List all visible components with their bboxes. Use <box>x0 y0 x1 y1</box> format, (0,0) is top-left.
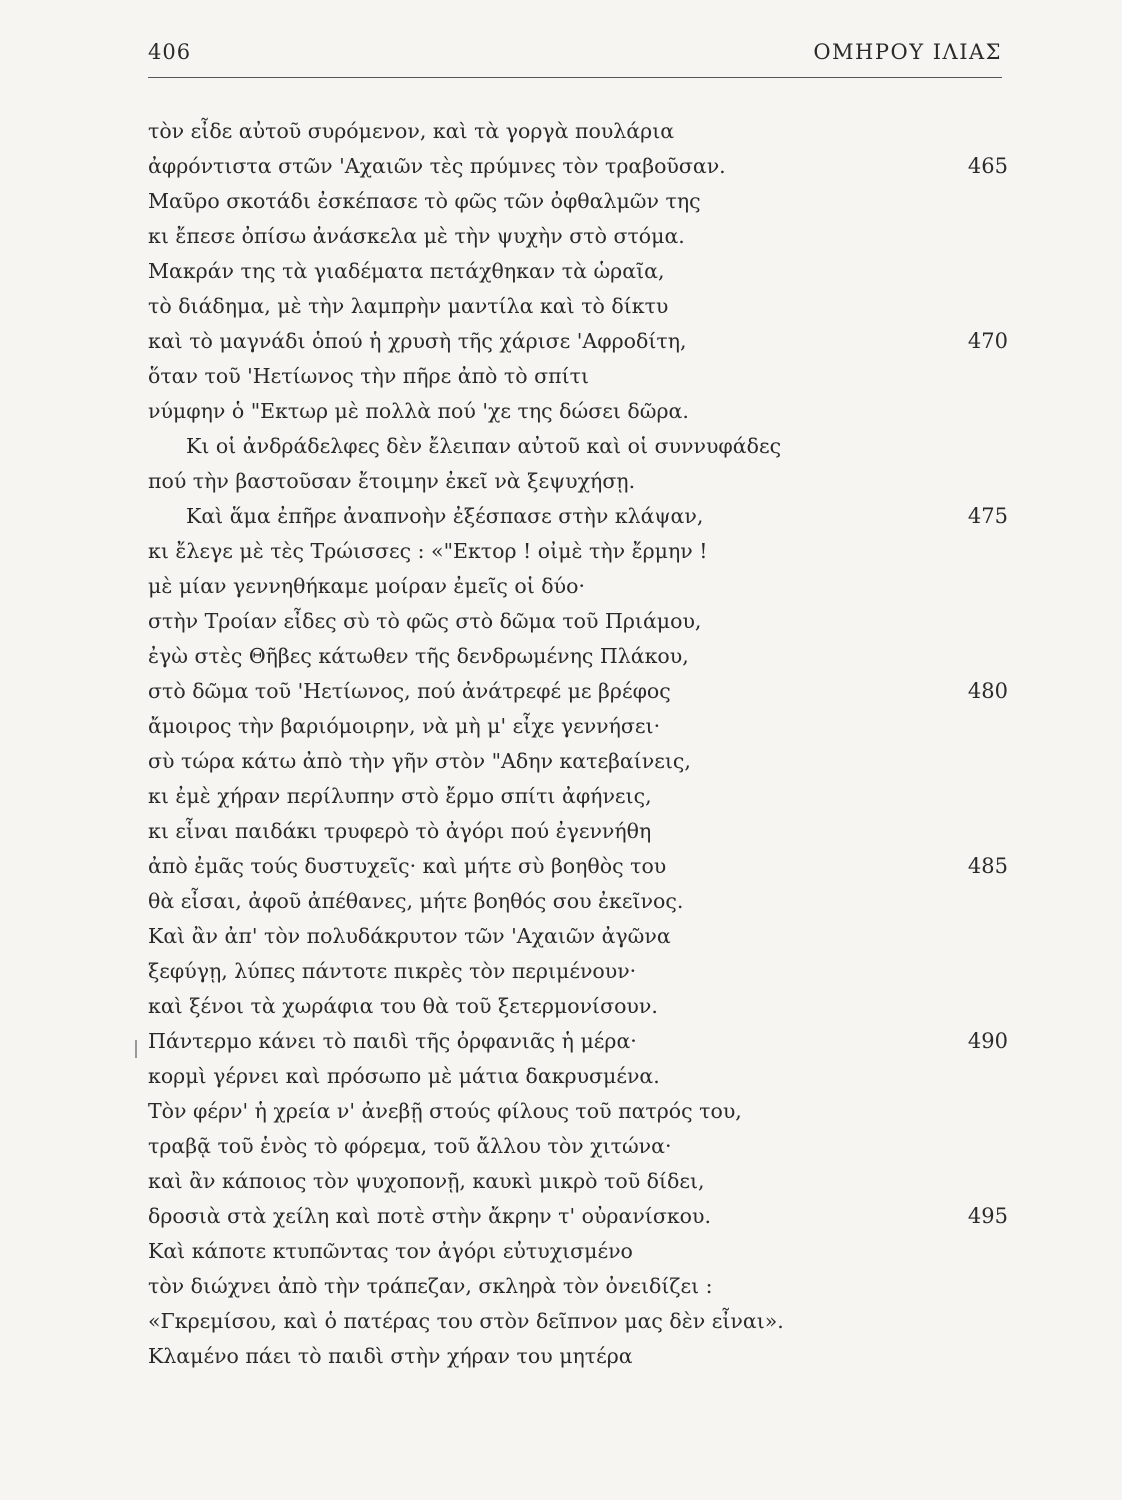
verse-text: Καὶ ἂν ἀπ' τὸν πολυδάκρυτον τῶν 'Αχαιῶν ἀγῶνα <box>148 924 671 948</box>
verse-line <box>148 464 1008 499</box>
verse-text: στὴν Τροίαν εἶδες σὺ τὸ φῶς στὸ δῶμα τοῦ Πριάμου, <box>148 609 702 633</box>
verse-line <box>148 1199 1008 1234</box>
verse-line <box>148 954 1008 989</box>
verse-line <box>148 779 1008 814</box>
verse-text: στὸ δῶμα τοῦ 'Ηετίωνος, πού ἀνάτρεφέ με βρέφος <box>148 679 671 703</box>
verse-line <box>148 429 1008 464</box>
verse-text: κι εἶναι παιδάκι τρυφερὸ τὸ ἀγόρι πού ἐγεννήθη <box>148 819 652 843</box>
verse-line <box>148 884 1008 919</box>
verse-line <box>148 324 1008 359</box>
page-number: 406 <box>148 40 192 64</box>
verse-text: ἀπὸ ἐμᾶς τούς δυστυχεῖς· καὶ μήτε σὺ βοηθὸς του <box>148 854 667 878</box>
verse-line <box>148 1269 1008 1304</box>
verse-text: κι ἐμὲ χήραν περίλυπην στὸ ἔρμο σπίτι ἀφήνεις, <box>148 784 652 808</box>
verse-line <box>148 744 1008 779</box>
verse-line <box>148 394 1008 429</box>
verse-text: θὰ εἶσαι, ἀφοῦ ἀπέθανες, μήτε βοηθός σου ἐκεῖνος. <box>148 889 684 913</box>
verse-line <box>148 1024 1008 1059</box>
verse-text: ξεφύγῃ, λύπες πάντοτε πικρὲς τὸν περιμένουν· <box>148 959 637 983</box>
verse-text: Πάντερμο κάνει τὸ παιδὶ τῆς ὀρφανιᾶς ἡ μέρα· <box>148 1029 637 1053</box>
verse-text: ὅταν τοῦ 'Ηετίωνος τὴν πῆρε ἀπὸ τὸ σπίτι <box>148 364 590 388</box>
page-header <box>148 40 1002 80</box>
verse-line <box>148 254 1008 289</box>
line-number: 485 <box>967 854 1008 878</box>
verse-text: κι ἔλεγε μὲ τὲς Τρώισσες : «"Εκτορ ! οἰμὲ τὴν ἔρμην ! <box>148 539 708 563</box>
verse-text-block <box>148 114 1008 1374</box>
verse-text: δροσιὰ στὰ χείλη καὶ ποτὲ στὴν ἄκρην τ' οὐρανίσκου. <box>148 1204 711 1228</box>
verse-text: Μακράν της τὰ γιαδέματα πετάχθηκαν τὰ ὡραῖα, <box>148 259 665 283</box>
verse-text: νύμφην ὁ "Εκτωρ μὲ πολλὰ πού 'χε της δώσει δῶρα. <box>148 399 689 423</box>
verse-text: τὸν εἶδε αὐτοῦ συρόμενον, καὶ τὰ γοργὰ πουλάρια <box>148 119 675 143</box>
verse-line <box>148 1129 1008 1164</box>
verse-line <box>148 219 1008 254</box>
line-number: 475 <box>967 504 1008 528</box>
verse-line <box>148 1094 1008 1129</box>
verse-text: ἄμοιρος τὴν βαριόμοιρην, νὰ μὴ μ' εἶχε γεννήσει· <box>148 714 661 738</box>
verse-line <box>148 709 1008 744</box>
verse-line <box>148 674 1008 709</box>
verse-line <box>148 849 1008 884</box>
verse-text: καὶ ἂν κάποιος τὸν ψυχοπονῇ, καυκὶ μικρὸ τοῦ δίδει, <box>148 1169 705 1193</box>
margin-mark <box>135 1040 137 1058</box>
verse-text: τὸν διώχνει ἀπὸ τὴν τράπεζαν, σκληρὰ τὸν ὀνειδίζει : <box>148 1274 713 1298</box>
verse-text: τραβᾷ τοῦ ἑνὸς τὸ φόρεμα, τοῦ ἄλλου τὸν χιτώνα· <box>148 1134 672 1158</box>
verse-line <box>148 1234 1008 1269</box>
verse-text: Καὶ ἅμα ἐπῆρε ἀναπνοὴν ἐξέσπασε στὴν κλάψαν, <box>186 504 704 528</box>
verse-text: πού τὴν βαστοῦσαν ἔτοιμην ἐκεῖ νὰ ξεψυχήσῃ. <box>148 469 636 493</box>
verse-text: Καὶ κάποτε κτυπῶντας τον ἀγόρι εὐτυχισμένο <box>148 1239 633 1263</box>
verse-text: Τὸν φέρν' ἡ χρεία ν' ἀνεβῇ στούς φίλους τοῦ πατρός του, <box>148 1099 742 1123</box>
verse-line <box>148 1304 1008 1339</box>
verse-text: Κλαμένο πάει τὸ παιδὶ στὴν χήραν του μητέρα <box>148 1344 633 1368</box>
verse-line <box>148 289 1008 324</box>
verse-line <box>148 184 1008 219</box>
verse-text: «Γκρεμίσου, καὶ ὁ πατέρας του στὸν δεῖπνον μας δὲν εἶναι». <box>148 1309 784 1333</box>
verse-text: ἀφρόντιστα στῶν 'Αχαιῶν τὲς πρύμνες τὸν τραβοῦσαν. <box>148 154 726 178</box>
verse-text: Κι οἱ ἀνδράδελφες δὲν ἔλειπαν αὐτοῦ καὶ οἱ συννυφάδες <box>186 434 782 458</box>
verse-line <box>148 919 1008 954</box>
verse-text: κορμὶ γέρνει καὶ πρόσωπο μὲ μάτια δακρυσμένα. <box>148 1064 660 1088</box>
header-rule <box>148 77 1002 78</box>
verse-line <box>148 814 1008 849</box>
line-number: 490 <box>967 1029 1008 1053</box>
verse-text: καὶ τὸ μαγνάδι ὁπού ἡ χρυσὴ τῆς χάρισε 'Αφροδίτη, <box>148 329 687 353</box>
verse-line <box>148 1339 1008 1374</box>
verse-line <box>148 989 1008 1024</box>
verse-text: καὶ ξένοι τὰ χωράφια του θὰ τοῦ ξετερμονίσουν. <box>148 994 658 1018</box>
verse-text: Μαῦρο σκοτάδι ἐσκέπασε τὸ φῶς τῶν ὀφθαλμῶν της <box>148 189 701 213</box>
verse-text: τὸ διάδημα, μὲ τὴν λαμπρὴν μαντίλα καὶ τὸ δίκτυ <box>148 294 669 318</box>
line-number: 470 <box>967 329 1008 353</box>
line-number: 495 <box>967 1204 1008 1228</box>
verse-line <box>148 604 1008 639</box>
line-number: 465 <box>967 154 1008 178</box>
verse-text: σὺ τώρα κάτω ἀπὸ τὴν γῆν στὸν "Αδην κατεβαίνεις, <box>148 749 691 773</box>
verse-line <box>148 534 1008 569</box>
verse-line <box>148 499 1008 534</box>
verse-text: ἐγὼ στὲς Θῆβες κάτωθεν τῆς δενδρωμένης Πλάκου, <box>148 644 689 668</box>
running-title: ΟΜΗΡΟΥ ΙΛΙΑΣ <box>813 40 1002 64</box>
verse-line <box>148 639 1008 674</box>
verse-line <box>148 359 1008 394</box>
verse-line <box>148 569 1008 604</box>
line-number: 480 <box>967 679 1008 703</box>
verse-line <box>148 1164 1008 1199</box>
verse-text: μὲ μίαν γεννηθήκαμε μοίραν ἐμεῖς οἱ δύο· <box>148 574 585 598</box>
verse-line <box>148 1059 1008 1094</box>
verse-line <box>148 149 1008 184</box>
verse-text: κι ἔπεσε ὀπίσω ἀνάσκελα μὲ τὴν ψυχὴν στὸ στόμα. <box>148 224 685 248</box>
verse-line <box>148 114 1008 149</box>
